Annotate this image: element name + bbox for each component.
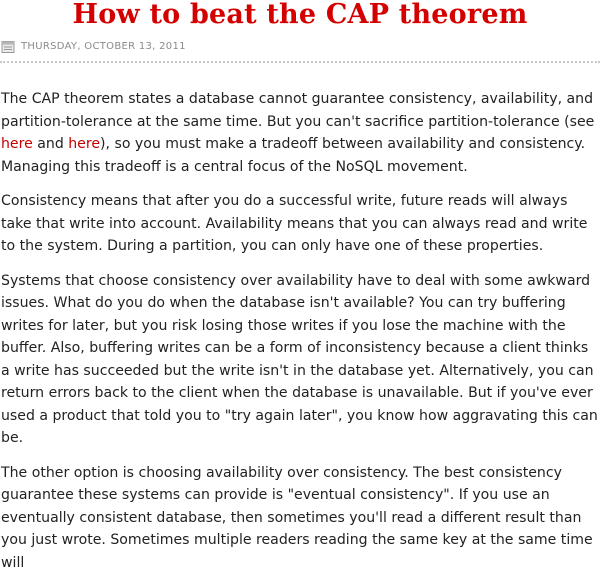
post-date-row [1,36,600,56]
post-date: THURSDAY, OCTOBER 13, 2011 [21,41,186,52]
paragraph-1-part-3: ), so you must make a tradeoff between availability and consistency. Managing this tradeoff is a central focus of the NoSQL movement. [1,136,585,175]
here-link-1[interactable]: here [1,136,33,152]
paragraph-1 [1,88,599,178]
paragraph-2: Consistency means that after you do a successful write, future reads will always take that write into account. Availability means that you can always read and write to the system. During a partition, you can only have one of these properties. [1,190,599,258]
header-divider [0,61,600,63]
paragraph-1-part-1: The CAP theorem states a database cannot guarantee consistency, availability, and partition-tolerance at the same time. But you can't sacrifice partition-tolerance (see [1,91,594,130]
calendar-icon [1,39,15,53]
paragraph-4: The other option is choosing availability over consistency. The best consistency guarantee these systems can provide is "eventual consistency". If you use an eventually consistent database, then sometimes you'll read a different result than you just wrote. Sometimes multiple readers reading the same key at the same time will [1,462,599,574]
paragraph-3: Systems that choose consistency over availability have to deal with some awkward issues. What do you do when the database isn't available? You can try buffering writes for later, but you risk losing those writes if you lose the machine with the buffer. Also, buffering writes can be a form of inconsistency because a client thinks a write has succeeded but the write isn't in the database yet. Alternatively, you can return errors back to the client when the database is unavailable. But if you've ever used a product that told you to "try again later", you know how aggravating this can be. [1,270,599,450]
post-title: How to beat the CAP theorem [0,0,600,30]
here-link-2[interactable]: here [68,136,100,152]
paragraph-1-part-2: and [33,136,68,152]
post-body [0,88,600,574]
